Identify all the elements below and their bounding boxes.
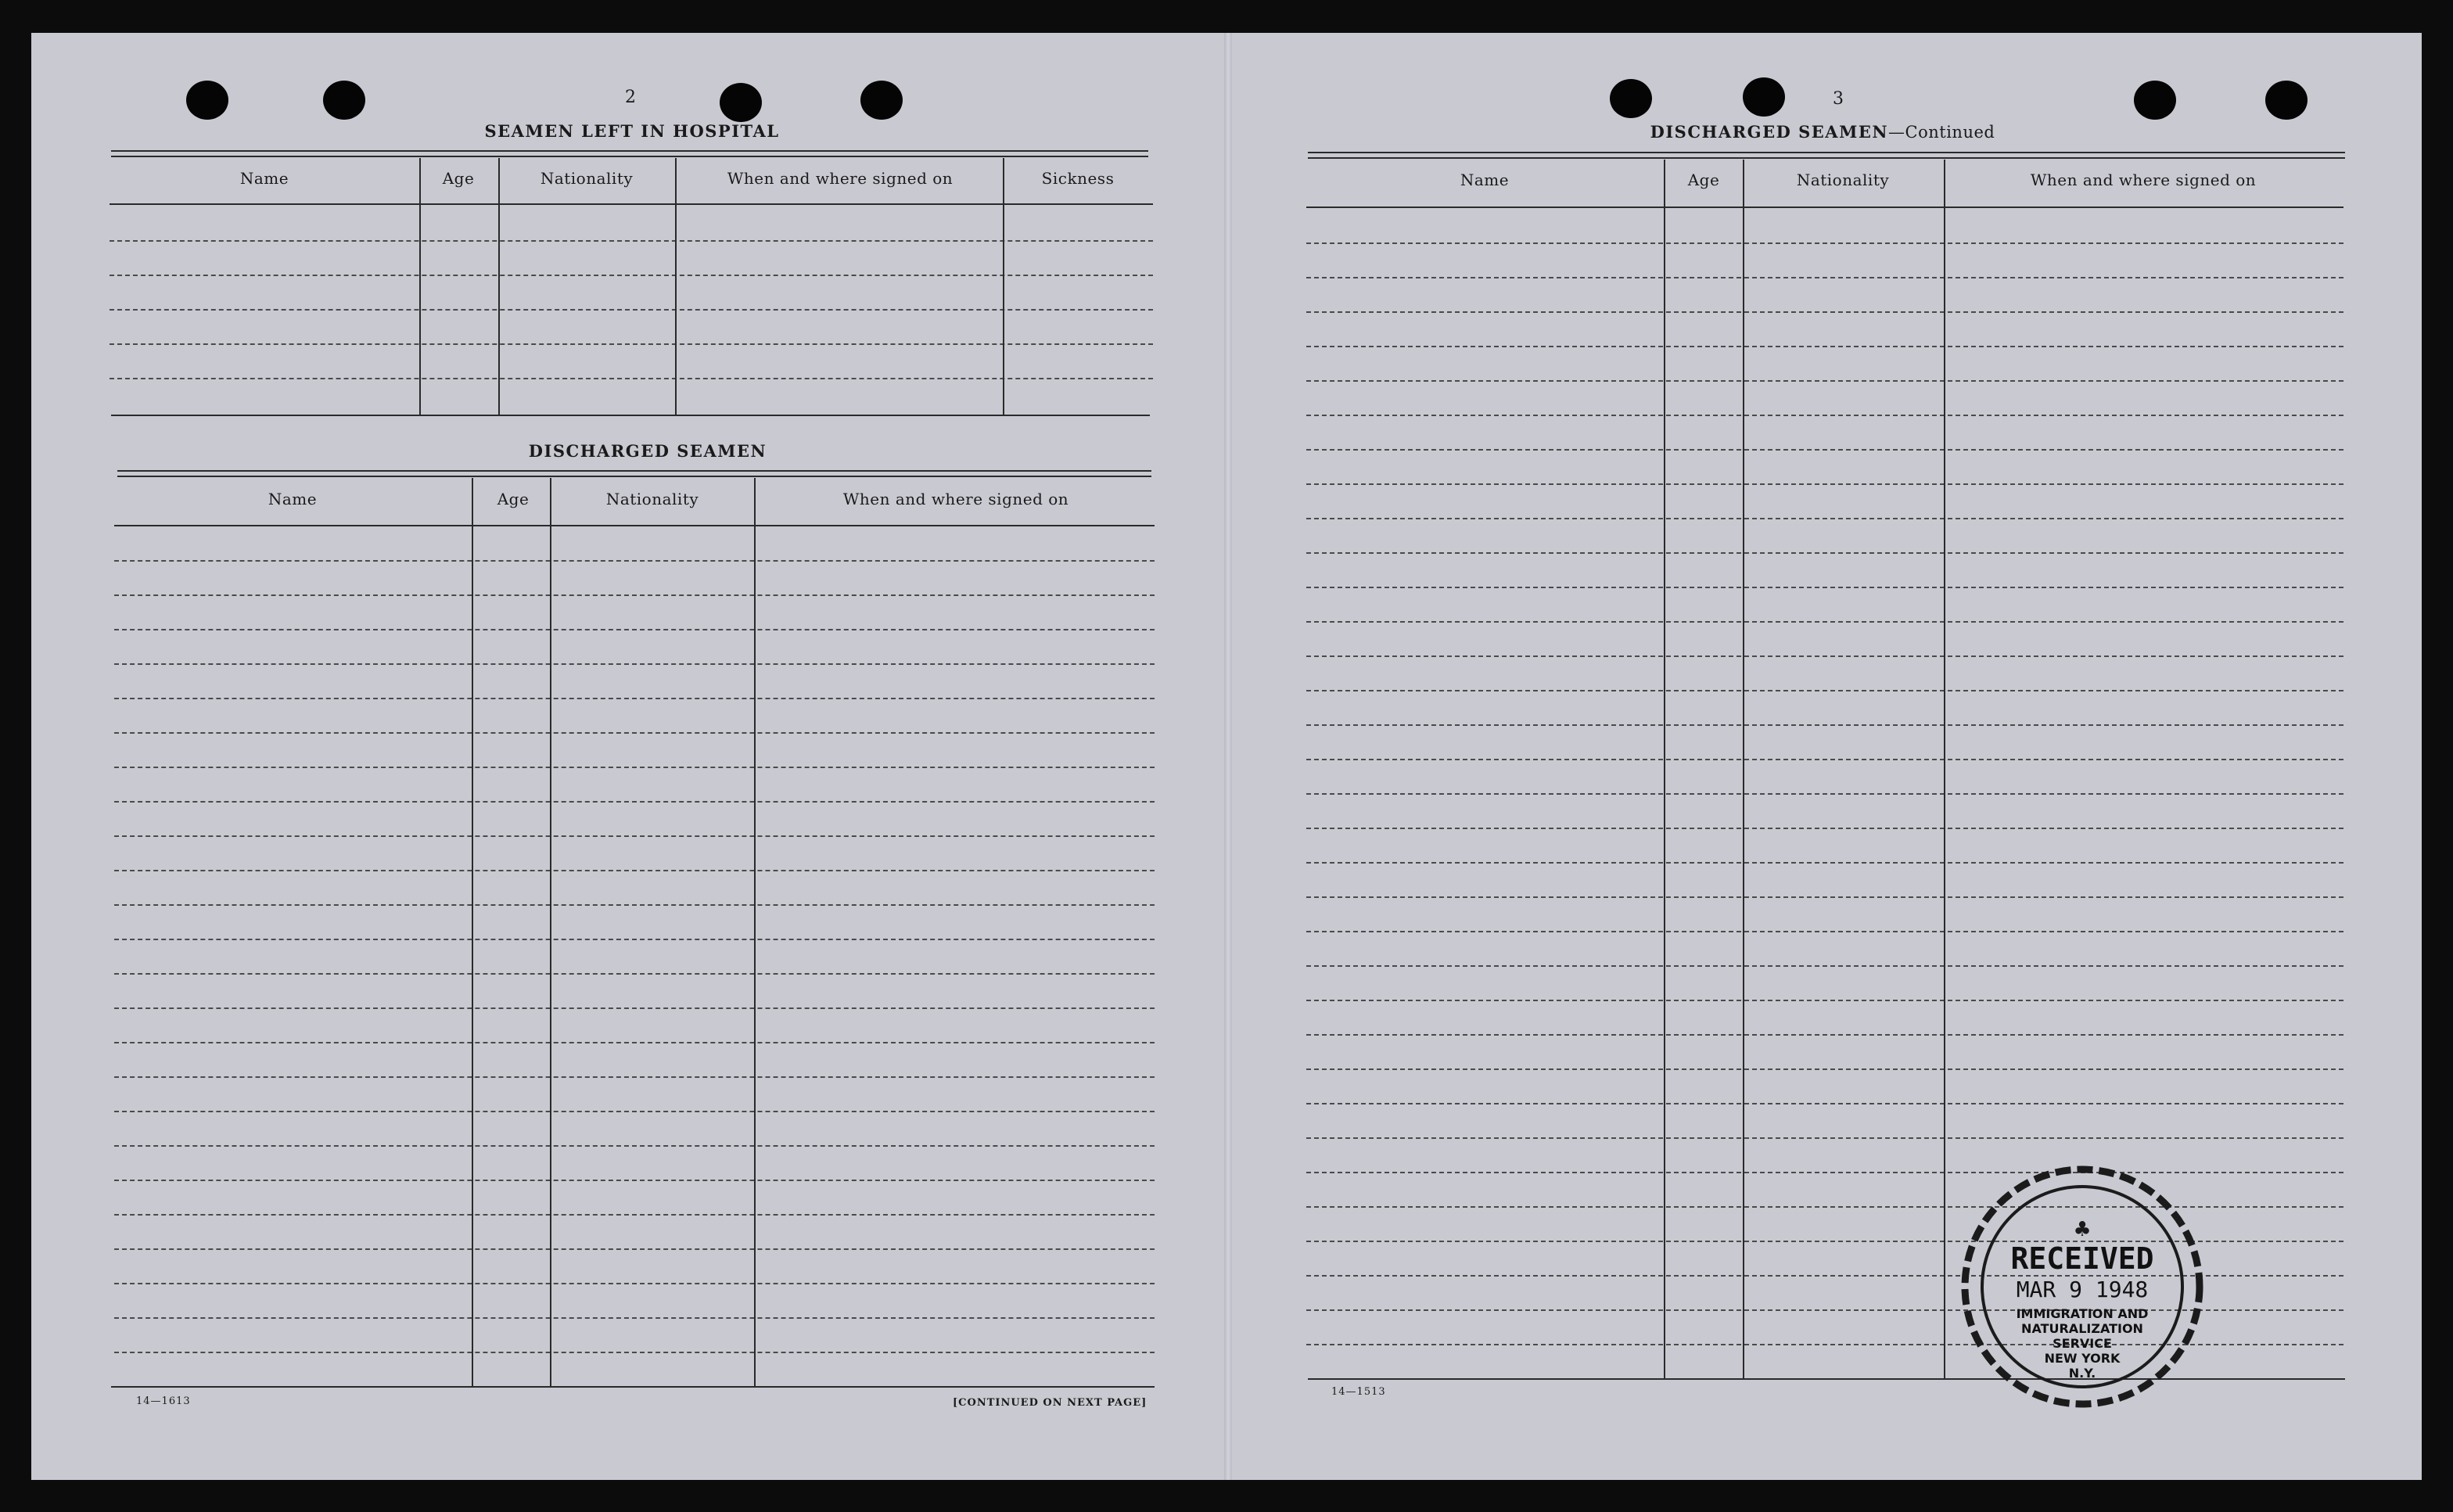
- right-row: [1306, 1034, 2343, 1036]
- discharged-row: [114, 1042, 1155, 1043]
- right-row: [1306, 724, 2343, 726]
- discharged-row: [114, 594, 1155, 596]
- discharged-row: [114, 1007, 1155, 1009]
- hospital-col-divider: [498, 158, 500, 416]
- hospital-row: [110, 378, 1153, 379]
- right-col-signed-on: When and where signed on: [2030, 171, 2257, 189]
- right-table-top-rule: [1308, 152, 2345, 153]
- stamp-state: N.Y.: [2068, 1366, 2096, 1381]
- discharged-col-divider: [754, 478, 756, 1388]
- discharged-row: [114, 1317, 1155, 1319]
- punch-hole: [2265, 81, 2308, 120]
- right-row: [1306, 587, 2343, 588]
- hospital-section-title: SEAMEN LEFT IN HOSPITAL: [484, 121, 780, 141]
- hospital-col-signed-on: When and where signed on: [727, 169, 954, 188]
- right-form-number: 14—1513: [1331, 1386, 1386, 1398]
- stamp-city: NEW YORK: [2044, 1351, 2121, 1366]
- hospital-row: [110, 309, 1153, 311]
- right-row: [1306, 552, 2343, 554]
- discharged-table-top-rule: [117, 470, 1151, 472]
- left-page-number: 2: [625, 88, 636, 107]
- right-row: [1306, 965, 2343, 967]
- discharged-row: [114, 1076, 1155, 1078]
- center-fold: [1224, 33, 1232, 1480]
- right-row: [1306, 277, 2343, 278]
- discharged-row: [114, 939, 1155, 940]
- discharged-table-bottom-rule: [111, 1386, 1155, 1388]
- discharged-row: [114, 1214, 1155, 1216]
- discharged-section-title: DISCHARGED SEAMEN: [528, 441, 767, 461]
- punch-hole: [1743, 77, 1785, 117]
- continued-suffix: —Continued: [1888, 123, 1995, 142]
- stamp-date: MAR 9 1948: [2016, 1277, 2149, 1302]
- discharged-row: [114, 1111, 1155, 1112]
- right-col-nationality: Nationality: [1796, 171, 1890, 189]
- hospital-col-divider: [419, 158, 421, 416]
- hospital-col-divider: [1003, 158, 1004, 416]
- right-row: [1306, 449, 2343, 451]
- stamp-agency-line1: IMMIGRATION AND: [2016, 1306, 2149, 1321]
- right-row: [1306, 862, 2343, 864]
- right-col-divider: [1944, 160, 1945, 1380]
- right-table-top-rule: [1308, 157, 2345, 159]
- discharged-row: [114, 767, 1155, 768]
- discharged-continued-title-main: DISCHARGED SEAMEN: [1650, 122, 1889, 142]
- right-row: [1306, 1103, 2343, 1104]
- discharged-row: [114, 1352, 1155, 1353]
- discharged-row: [114, 698, 1155, 699]
- right-row: [1306, 311, 2343, 313]
- discharged-col-name: Name: [268, 490, 318, 508]
- right-row: [1306, 242, 2343, 244]
- right-row: [1306, 380, 2343, 382]
- discharged-row: [114, 1145, 1155, 1147]
- right-row: [1306, 346, 2343, 347]
- right-row: [1306, 828, 2343, 829]
- hospital-col-divider: [675, 158, 677, 416]
- discharged-row: [114, 904, 1155, 906]
- left-form-number: 14—1613: [136, 1395, 191, 1407]
- discharged-row: [114, 973, 1155, 975]
- right-row: [1306, 655, 2343, 657]
- right-row: [1306, 1000, 2343, 1001]
- discharged-col-age: Age: [497, 490, 530, 508]
- discharged-col-divider: [472, 478, 473, 1388]
- discharged-col-divider: [550, 478, 551, 1388]
- punch-hole: [720, 83, 762, 122]
- discharged-header-rule: [114, 525, 1155, 526]
- stamp-star: ♣: [2073, 1218, 2092, 1241]
- discharged-row: [114, 835, 1155, 837]
- discharged-row: [114, 1180, 1155, 1181]
- discharged-row: [114, 1248, 1155, 1250]
- hospital-col-nationality: Nationality: [540, 169, 634, 188]
- hospital-col-age: Age: [442, 169, 475, 188]
- right-row: [1306, 793, 2343, 795]
- right-header-rule: [1306, 207, 2343, 208]
- discharged-row: [114, 629, 1155, 630]
- right-row: [1306, 621, 2343, 623]
- hospital-row: [110, 343, 1153, 345]
- received-stamp: [1948, 1158, 2218, 1416]
- discharged-row: [114, 663, 1155, 665]
- punch-hole: [323, 81, 365, 120]
- continued-note: [CONTINUED ON NEXT PAGE]: [953, 1397, 1147, 1409]
- hospital-col-sickness: Sickness: [1041, 169, 1115, 188]
- hospital-table-top-rule: [111, 150, 1148, 152]
- right-row: [1306, 415, 2343, 416]
- right-row: [1306, 483, 2343, 485]
- hospital-table-top-rule: [111, 156, 1148, 157]
- hospital-row: [110, 240, 1153, 242]
- discharged-row: [114, 801, 1155, 803]
- punch-hole: [186, 81, 228, 120]
- right-row: [1306, 759, 2343, 760]
- discharged-continued-title: [1650, 122, 1995, 142]
- right-col-name: Name: [1460, 171, 1510, 189]
- discharged-row: [114, 732, 1155, 734]
- stamp-agency-line2: NATURALIZATION: [2021, 1321, 2143, 1336]
- punch-hole: [860, 81, 903, 120]
- discharged-row: [114, 1283, 1155, 1284]
- right-row: [1306, 896, 2343, 898]
- right-row: [1306, 1068, 2343, 1070]
- hospital-table-bottom-rule: [111, 415, 1150, 416]
- right-col-divider: [1743, 160, 1744, 1380]
- discharged-row: [114, 560, 1155, 562]
- discharged-col-nationality: Nationality: [605, 490, 699, 508]
- hospital-header-rule: [110, 203, 1153, 205]
- hospital-row: [110, 275, 1153, 276]
- punch-hole: [2134, 81, 2176, 120]
- stamp-agency-line3: SERVICE: [2053, 1336, 2112, 1351]
- discharged-table-top-rule: [117, 476, 1151, 477]
- punch-hole: [1610, 79, 1652, 118]
- right-col-age: Age: [1687, 171, 1720, 189]
- right-col-divider: [1664, 160, 1665, 1380]
- right-page-number: 3: [1833, 89, 1844, 109]
- discharged-row: [114, 870, 1155, 871]
- right-row: [1306, 931, 2343, 932]
- right-row: [1306, 1137, 2343, 1139]
- hospital-col-name: Name: [239, 169, 289, 188]
- discharged-col-signed-on: When and where signed on: [842, 490, 1069, 508]
- received-stamp-graphic: [1948, 1158, 2218, 1416]
- right-row: [1306, 690, 2343, 691]
- stamp-received-text: RECEIVED: [2010, 1241, 2154, 1276]
- right-row: [1306, 518, 2343, 519]
